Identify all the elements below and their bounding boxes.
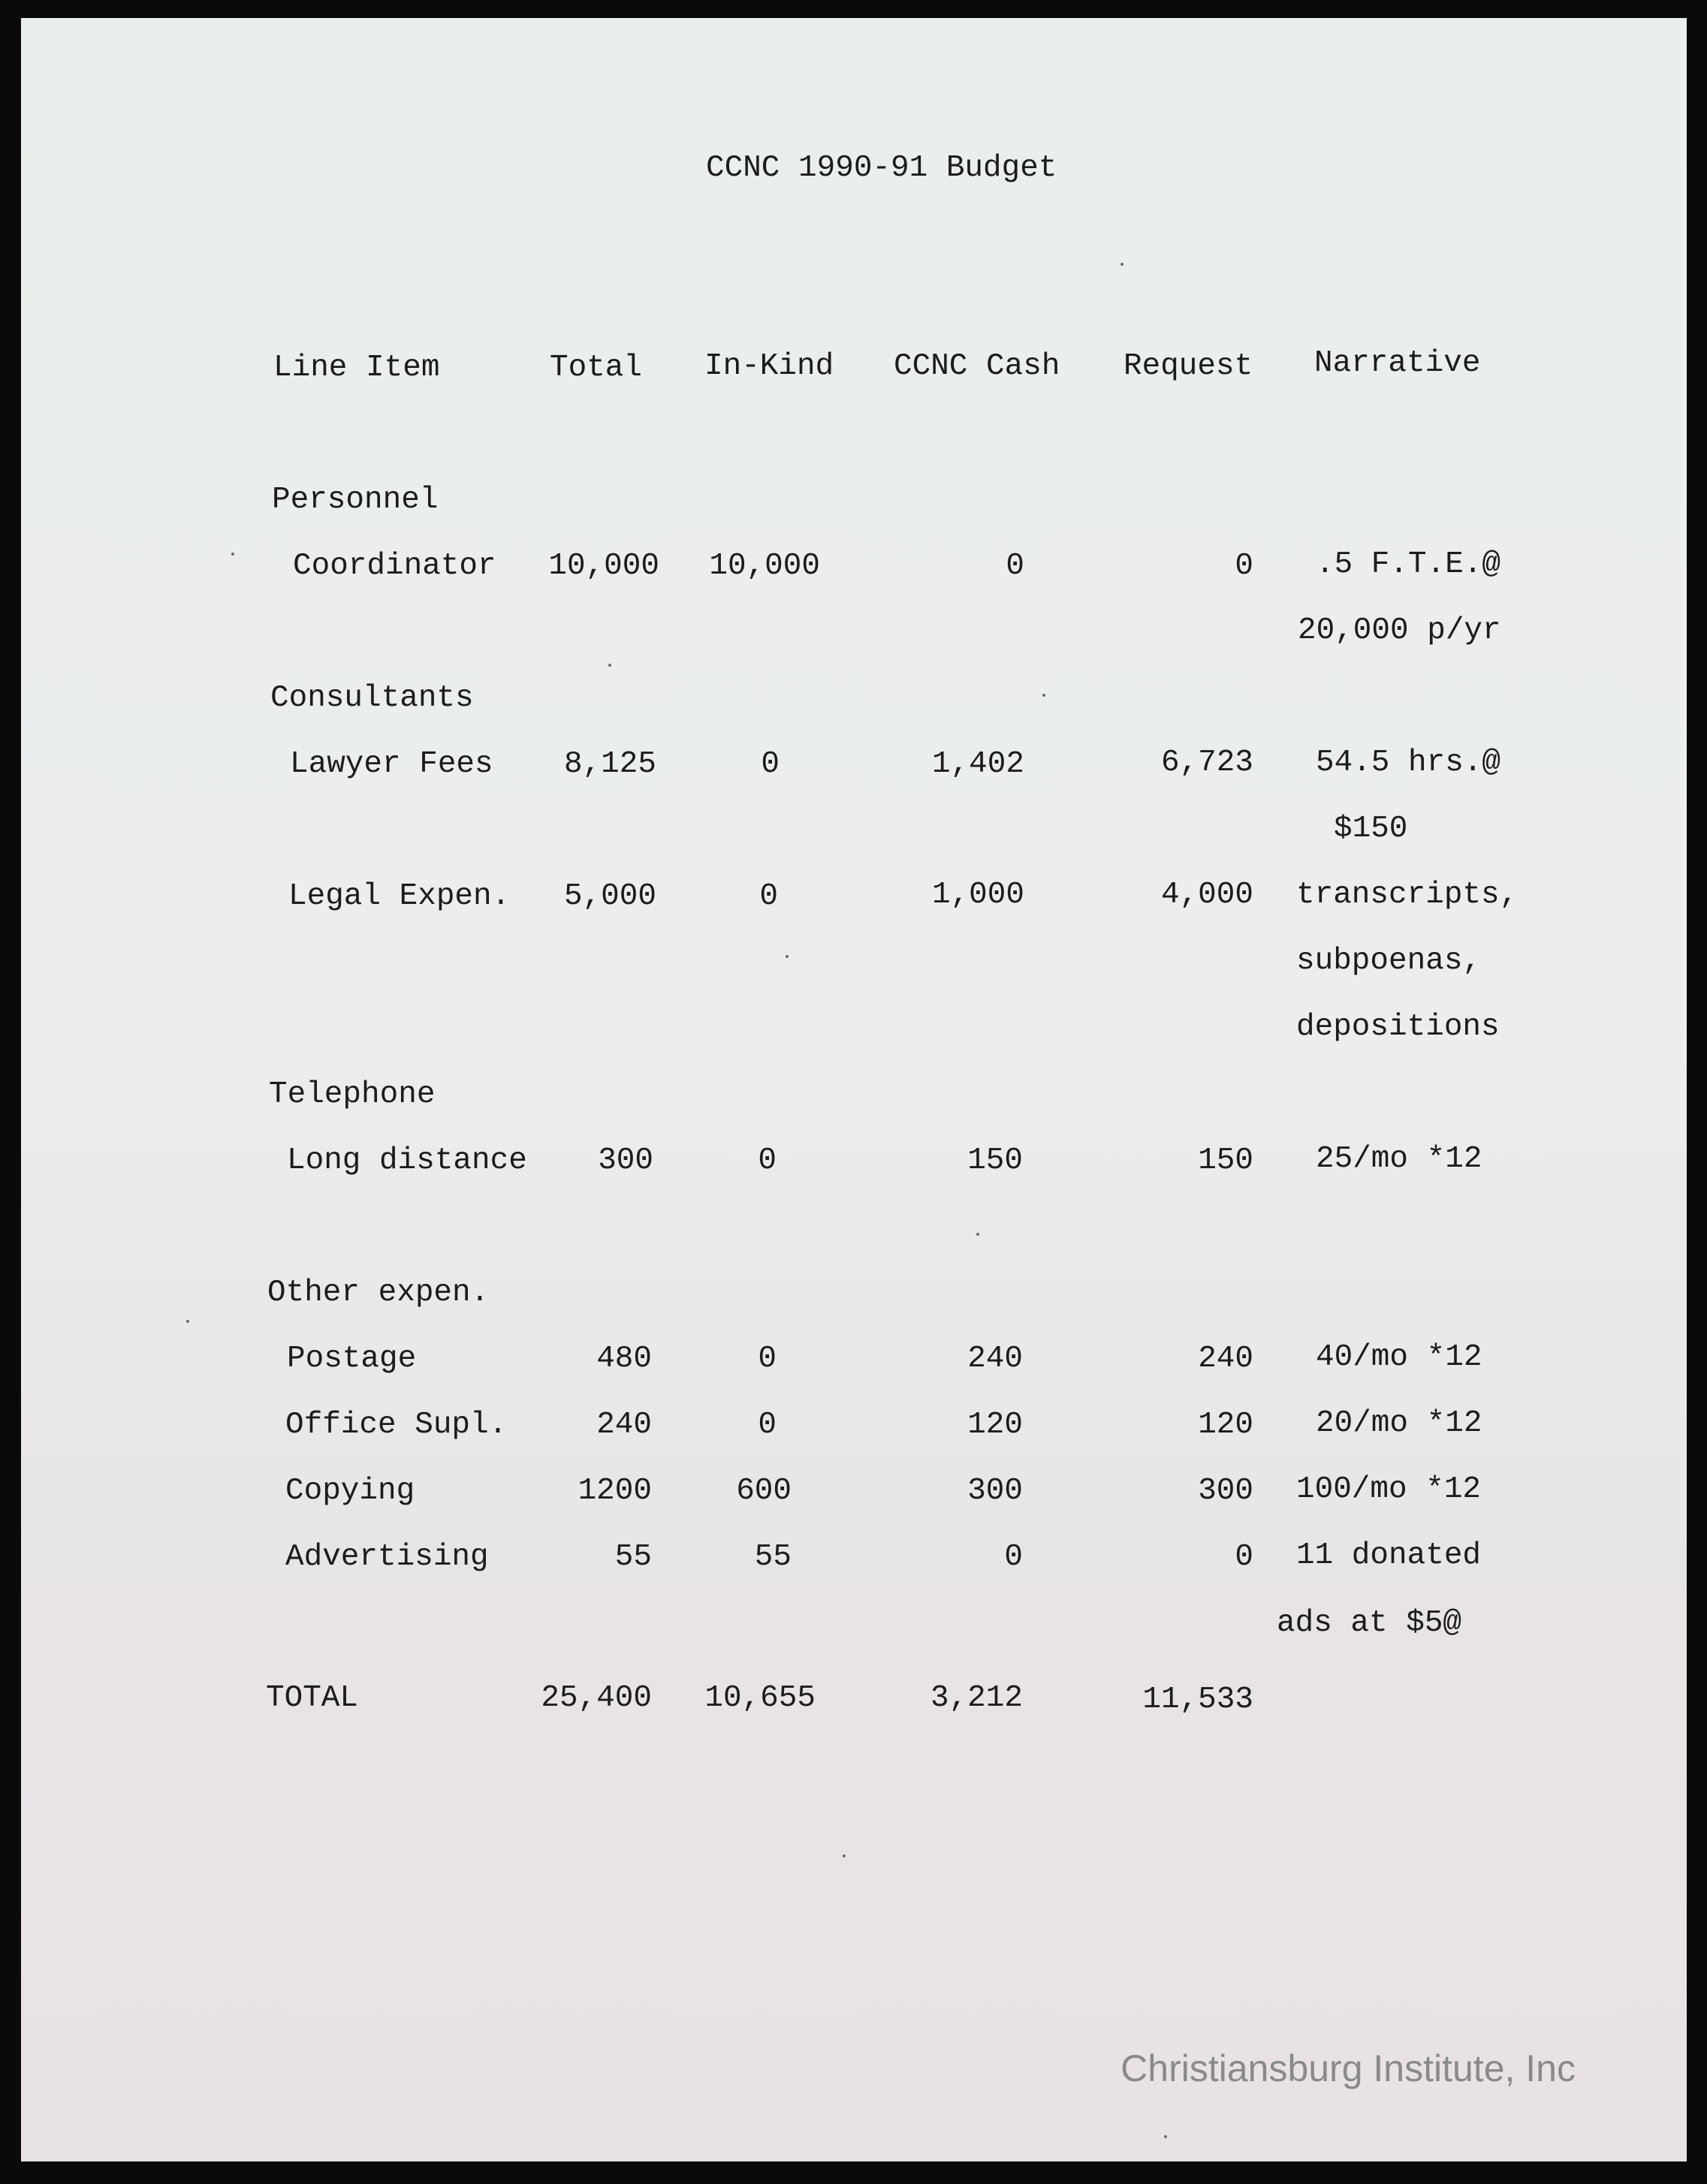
- document-page: [21, 18, 1687, 2161]
- line-item-narrative: 11 donated: [1296, 1538, 1482, 1573]
- paper-speck: [976, 1233, 979, 1236]
- line-item-total: 55: [614, 1540, 652, 1574]
- line-item-in-kind: 0: [758, 1408, 777, 1442]
- line-item-cash: 1,402: [931, 747, 1024, 782]
- paper-speck: [186, 1320, 189, 1323]
- line-item-in-kind: 0: [759, 879, 778, 914]
- line-item-cash: 240: [967, 1342, 1023, 1376]
- line-item-total: 5,000: [563, 879, 656, 914]
- line-item-cash: 0: [1006, 549, 1024, 583]
- line-item-narrative: depositions: [1296, 1010, 1500, 1044]
- line-item-narrative: .5 F.T.E.@: [1316, 547, 1501, 582]
- paper-speck: [786, 955, 789, 958]
- line-item-cash: 300: [967, 1474, 1023, 1508]
- line-item-cash: 0: [1004, 1540, 1023, 1574]
- line-item-narrative: subpoenas,: [1296, 944, 1482, 978]
- section-heading-consultants: Consultants: [270, 681, 474, 715]
- column-header-request: Request: [1123, 349, 1253, 384]
- line-item-label: Copying: [285, 1474, 415, 1508]
- line-item-request: 6,723: [1160, 746, 1253, 780]
- line-item-total: 1200: [578, 1474, 652, 1508]
- paper-speck: [1042, 694, 1045, 697]
- line-item-cash: 150: [967, 1143, 1023, 1178]
- paper-speck: [1120, 263, 1123, 266]
- line-item-in-kind: 10,000: [709, 549, 820, 583]
- line-item-narrative: 100/mo *12: [1296, 1472, 1482, 1507]
- line-item-narrative: transcripts,: [1296, 878, 1519, 912]
- line-item-request: 0: [1235, 1540, 1253, 1574]
- section-heading-telephone: Telephone: [269, 1077, 436, 1112]
- total-row-cash: 3,212: [930, 1681, 1023, 1716]
- line-item-request: 240: [1198, 1342, 1253, 1376]
- document-title: CCNC 1990-91 Budget: [706, 151, 1057, 185]
- line-item-narrative: 25/mo *12: [1316, 1142, 1482, 1176]
- line-item-narrative: 20,000 p/yr: [1298, 613, 1501, 648]
- watermark-text: Christiansburg Institute, Inc: [1120, 2047, 1576, 2089]
- section-heading-personnel: Personnel: [272, 483, 439, 517]
- line-item-request: 150: [1198, 1143, 1253, 1178]
- paper-speck: [231, 553, 234, 556]
- total-row-label: TOTAL: [266, 1681, 359, 1716]
- line-item-request: 300: [1198, 1474, 1253, 1508]
- paper-speck: [1164, 2135, 1167, 2138]
- line-item-total: 300: [598, 1143, 653, 1178]
- total-row-in-kind: 10,655: [704, 1681, 816, 1716]
- line-item-in-kind: 0: [758, 1143, 777, 1178]
- line-item-total: 10,000: [548, 549, 659, 583]
- line-item-in-kind: 0: [758, 1342, 777, 1376]
- column-header-total: Total: [550, 351, 643, 385]
- line-item-narrative: 54.5 hrs.@: [1316, 746, 1501, 780]
- section-heading-other-expenses: Other expen.: [267, 1276, 490, 1310]
- line-item-label: Legal Expen.: [288, 879, 511, 914]
- line-item-label: Advertising: [285, 1540, 489, 1574]
- line-item-narrative: $150: [1334, 812, 1408, 846]
- line-item-narrative: 40/mo *12: [1316, 1340, 1482, 1375]
- total-row-request: 11,533: [1142, 1682, 1253, 1717]
- column-header-narrative: Narrative: [1314, 346, 1481, 381]
- line-item-narrative: 20/mo *12: [1316, 1406, 1482, 1441]
- line-item-label: Coordinator: [293, 549, 496, 583]
- line-item-label: Long distance: [287, 1143, 527, 1178]
- line-item-in-kind: 55: [754, 1540, 792, 1574]
- line-item-cash: 120: [967, 1408, 1023, 1442]
- line-item-request: 4,000: [1160, 878, 1253, 912]
- line-item-narrative: ads at $5@: [1277, 1606, 1462, 1640]
- paper-speck: [843, 1854, 846, 1857]
- line-item-label: Postage: [287, 1342, 417, 1376]
- total-row-total: 25,400: [541, 1681, 652, 1716]
- column-header-ccnc-cash: CCNC Cash: [894, 349, 1060, 384]
- line-item-label: Office Supl.: [285, 1408, 508, 1442]
- line-item-request: 120: [1198, 1408, 1253, 1442]
- line-item-total: 480: [596, 1342, 652, 1376]
- line-item-request: 0: [1235, 549, 1253, 583]
- line-item-in-kind: 600: [736, 1474, 792, 1508]
- column-header-line-item: Line Item: [273, 351, 440, 385]
- paper-speck: [608, 664, 611, 667]
- column-header-in-kind: In-Kind: [704, 349, 834, 384]
- line-item-label: Lawyer Fees: [290, 747, 493, 782]
- line-item-in-kind: 0: [761, 747, 780, 782]
- line-item-cash: 1,000: [931, 878, 1024, 912]
- line-item-total: 240: [596, 1408, 652, 1442]
- line-item-total: 8,125: [563, 747, 656, 782]
